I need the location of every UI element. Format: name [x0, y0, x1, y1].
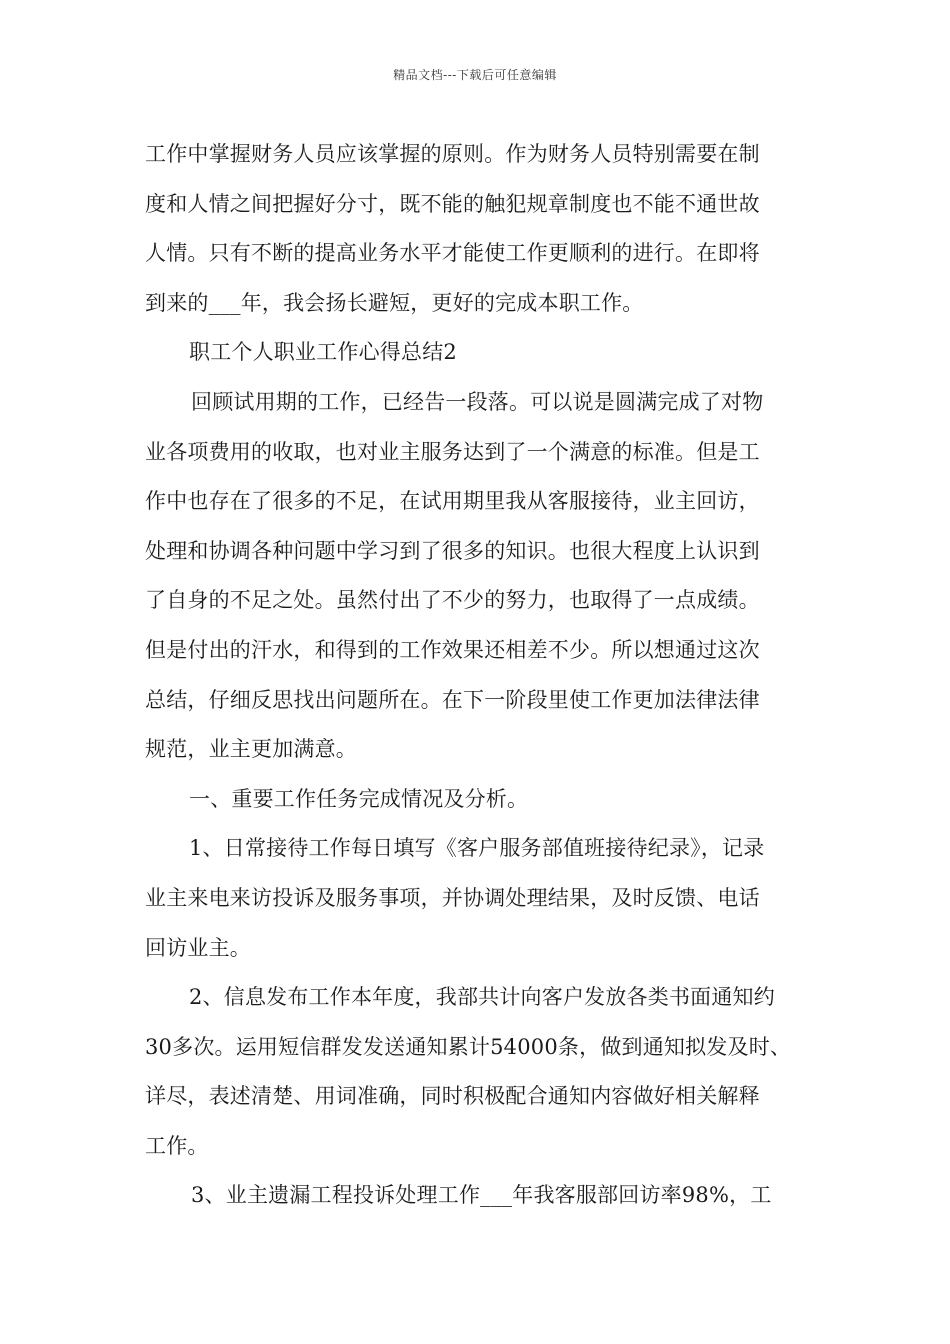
text-line: 回顾试用期的工作，已经告一段落。可以说是圆满完成了对物: [191, 389, 764, 414]
text-line: 作中也存在了很多的不足，在试用期里我从客服接待，业主回访，: [145, 489, 760, 514]
text-line: 了自身的不足之处。虽然付出了不少的努力，也取得了一点成绩。: [145, 588, 760, 613]
section-heading: 一、重要工作任务完成情况及分析。: [189, 786, 529, 811]
text-line: 业各项费用的收取，也对业主服务达到了一个满意的标准。但是工: [145, 439, 760, 464]
text-line: 30多次。运用短信群发发送通知累计54000条，做到通知拟发及时、: [145, 1034, 792, 1059]
document-body: [145, 130, 810, 1221]
text-line: 处理和协调各种问题中学习到了很多的知识。也很大程度上认识到: [145, 538, 760, 563]
text-line: 人情。只有不断的提高业务水平才能使工作更顺利的进行。在即将: [145, 241, 760, 266]
text-line: 总结，仔细反思找出问题所在。在下一阶段里使工作更加法律法律: [145, 687, 760, 712]
page-header: 精品文档---下载后可任意编辑: [393, 68, 557, 82]
text-line: 到来的___年，我会扬长避短，更好的完成本职工作。: [145, 290, 644, 315]
text-line: 详尽，表述清楚、用词准确，同时积极配合通知内容做好相关解释: [145, 1084, 760, 1109]
text-line: 业主来电来访投诉及服务事项，并协调处理结果，及时反馈、电话: [145, 885, 760, 910]
text-line: 2、信息发布工作本年度，我部共计向客户发放各类书面通知约: [189, 985, 775, 1010]
text-line: 1、日常接待工作每日填写《客户服务部值班接待纪录》，记录: [189, 836, 765, 861]
text-line: 3、业主遗漏工程投诉处理工作___年我客服部回访率98%，工: [191, 1183, 772, 1208]
text-line: 规范，业主更加满意。: [145, 737, 357, 762]
section-title: 职工个人职业工作心得总结2: [189, 340, 457, 365]
text-line: 工作中掌握财务人员应该掌握的原则。作为财务人员特别需要在制: [145, 142, 760, 166]
text-line: 但是付出的汗水，和得到的工作效果还相差不少。所以想通过这次: [145, 637, 760, 662]
text-line: 回访业主。: [145, 935, 251, 960]
text-line: 度和人情之间把握好分寸，既不能的触犯规章制度也不能不通世故: [145, 191, 760, 216]
text-line: 工作。: [145, 1133, 209, 1158]
